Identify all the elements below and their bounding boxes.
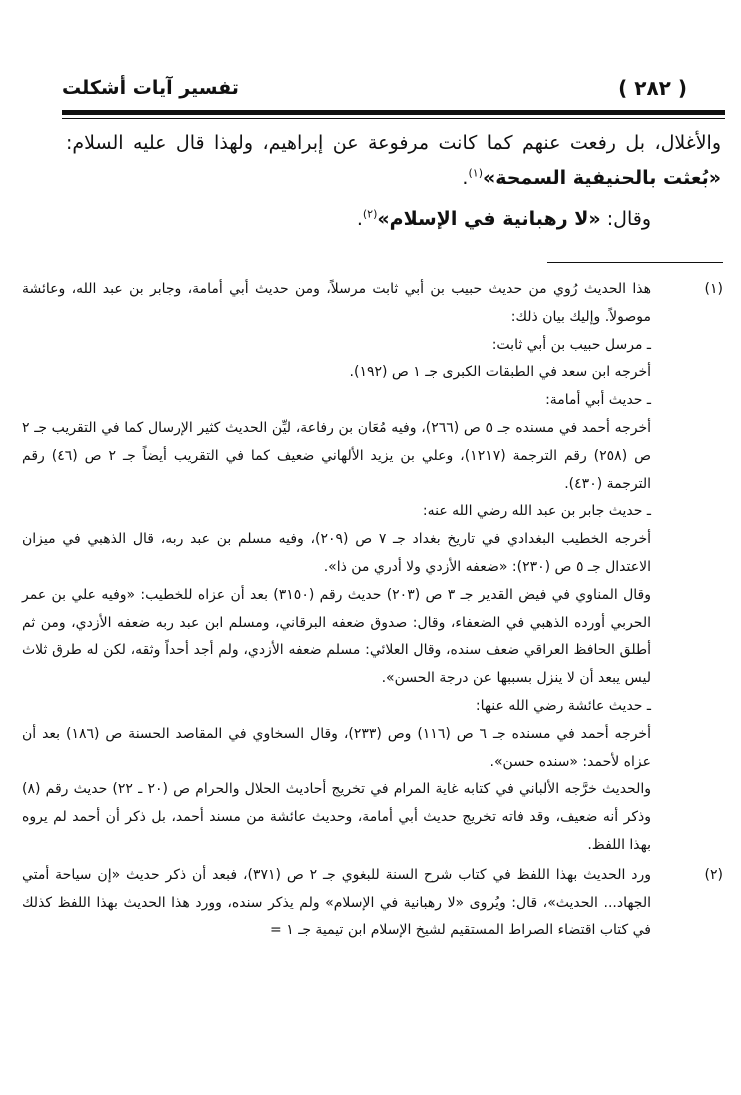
footnote-line: ـ حديث أبي أمامة: bbox=[545, 392, 651, 409]
running-title: تفسير آيات أشكلت bbox=[62, 77, 239, 99]
footnote-line: وقال المناوي في فيض القدير جـ ٣ ص (٢٠٣) حديث رقم (٣١٥٠) بعد أن عزاه للخطيب: «وفيه علي بن عمر الحربي أورده الذهبي في الضعفاء، وقال: صدوق ضعفه البرقاني، ومسلم ابن عبد ربه ضعفه الأزدي، ومن ثم أطلق الحافظ العراقي ضعف سنده، وقال العلائي: مسلم ضعفه الأزدي، ولم أجد أحداً وثقه، لكن له طرق ثلاث ليس يبعد أن لا ينزل بسببها عن درجة الحسن». bbox=[22, 586, 651, 687]
footnote-number: (٢) bbox=[704, 866, 723, 883]
footnote-line: أخرجه أحمد في مسنده جـ ٦ ص (١١٦) وص (٢٣٣)، وقال السخاوي في المقاصد الحسنة ص (١٨٦) بعد أن عزاه لأحمد: «سنده حسن». bbox=[22, 725, 651, 770]
footnote-line: هذا الحديث رُوي من حديث حبيب بن أبي ثابت مرسلاً، ومن حديث أبي أمامة، وجابر بن عبد الله، وعائشة موصولاً. وإليك بيان ذلك: bbox=[22, 281, 651, 325]
footnote-line: أخرجه أحمد في مسنده جـ ٥ ص (٢٦٦)، وفيه مُعَان بن رفاعة، ليِّن الحديث كثير الإرسال كما في التقريب جـ ٢ ص (٢٥٨) رقم الترجمة (١٢١٧)، وعلي بن يزيد الألهاني ضعيف كما في التقريب أيضاً جـ ٢ ص (٤٦) رقم الترجمة (٤٣٠). bbox=[22, 419, 652, 492]
main-text bbox=[66, 126, 721, 237]
footnote-ref: (٢) bbox=[362, 207, 378, 221]
footnote-line: ـ مرسل حبيب بن أبي ثابت: bbox=[491, 336, 651, 353]
main-paragraph: وقال: «لا رهبانية في الإسلام»$^{(٢)}$. bbox=[356, 207, 651, 230]
footnote-line: ـ حديث جابر بن عبد الله رضي الله عنه: bbox=[422, 503, 651, 520]
footnote-ref: (١) bbox=[468, 166, 483, 180]
hadith-quote: «بُعثت بالحنيفية السمحة» bbox=[482, 167, 721, 189]
footnote-number: (١) bbox=[704, 281, 723, 297]
footnote-line: أخرجه ابن سعد في الطبقات الكبرى جـ ١ ص (١٩٢). bbox=[349, 364, 651, 381]
footnotes bbox=[22, 276, 723, 945]
header-rule-thin bbox=[62, 118, 725, 119]
footnote-separator bbox=[547, 262, 723, 263]
footnote-line: ـ حديث عائشة رضي الله عنها: bbox=[475, 697, 651, 714]
page-number: ( ٢٨٢ ) bbox=[618, 76, 687, 100]
footnote-line: أخرجه الخطيب البغدادي في تاريخ بغداد جـ ٧ ص (٢٠٩)، وفيه مسلم بن عبد ربه، قال الذهبي في ميزان الاعتدال جـ ٥ ص (٢٣٠): «ضعفه الأزدي ولا أدري من ذا». bbox=[22, 531, 651, 575]
header-rule-thick bbox=[62, 110, 725, 115]
footnote bbox=[22, 862, 723, 945]
page-header bbox=[62, 70, 721, 106]
main-paragraph: والأغلال، بل رفعت عنهم كما كانت مرفوعة عن إبراهيم، ولهذا قال عليه السلام: «بُعثت بالحنيفية السمحة»$^{(١)}$. bbox=[66, 132, 721, 189]
footnote-line: ورد الحديث بهذا اللفظ في كتاب شرح السنة للبغوي جـ ٢ ص (٣٧١)، فبعد أن ذكر حديث «إن سياحة أمتي الجهاد... الحديث»، قال: ويُروى «لا رهبانية في الإسلام» ولم يذكر سنده، وورد هذا الحديث بهذا اللفظ كذلك في كتاب اقتضاء الصراط المستقيم لشيخ الإسلام ابن تيمية جـ ١ = bbox=[22, 866, 651, 939]
hadith-quote: «لا رهبانية في الإسلام» bbox=[377, 208, 601, 230]
footnote-line: والحديث خرَّجه الألباني في كتابه غاية المرام في تخريج أحاديث الحلال والحرام ص (٢٠ ـ ٢٢) حديث رقم (٨) وذكر أنه ضعيف، وقد فاته تخريج حديث أبي أمامة، وحديث عائشة من مسند أحمد، بل ذكر أن أحمد لم يروه بهذا اللفظ. bbox=[22, 781, 651, 853]
footnote bbox=[22, 276, 723, 860]
